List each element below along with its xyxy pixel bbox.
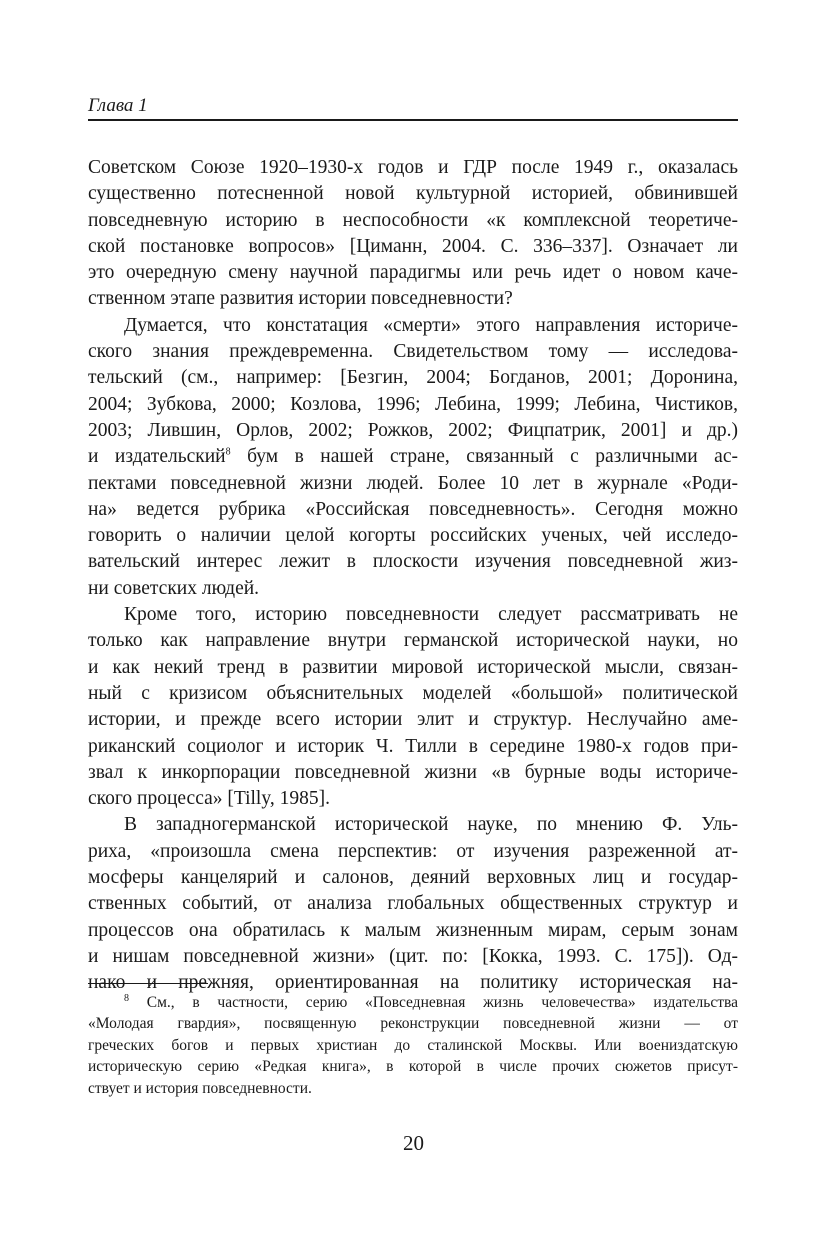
text-line: и как некий тренд в развитии мировой исторической мысли, связан- (88, 656, 738, 678)
footnote-line: ствует и история повседневности. (88, 1079, 312, 1097)
footnote-line: «Молодая гвардия», посвященную реконструкции повседневной жизни — от (88, 1015, 738, 1033)
body-text (88, 155, 738, 997)
text-line: ни советских людей. (88, 577, 260, 599)
text-line: ского знания преждевременна. Свидетельством тому — исследова- (88, 341, 738, 363)
text-line: пектами повседневной жизни людей. Более 10 лет в журнале «Роди- (88, 472, 738, 494)
footnote (88, 992, 738, 1099)
text-line: существенно потесненной новой культурной историей, обвинившей (88, 183, 738, 205)
text-line: звал к инкорпорации повседневной жизни «в бурные воды историче- (88, 761, 738, 783)
footnote-text: См., в частности, серию «Повседневная жизнь человечества» издательства (146, 994, 738, 1011)
text-line: ственных событий, от анализа глобальных общественных структур и (88, 893, 738, 915)
footnote-line (88, 992, 738, 1013)
text-line: истории, и прежде всего истории элит и структур. Неслучайно аме- (88, 709, 738, 731)
text-line: Советском Союзе 1920–1930-х годов и ГДР после 1949 г., оказалась (88, 157, 738, 178)
text-line: тельский (см., например: [Безгин, 2004; Богданов, 2001; Доронина, (88, 367, 738, 389)
text-line: Кроме того, историю повседневности следует рассматривать не (124, 604, 738, 626)
text-line: 2003; Лившин, Орлов, 2002; Рожков, 2002; Фицпатрик, 2001] и др.) (88, 419, 738, 441)
text-line: это очередную смену научной парадигмы или речь идет о новом каче- (88, 262, 738, 284)
text-line: В западногерманской исторической науке, по мнению Ф. Уль- (124, 814, 738, 836)
text-line: ный с кризисом объяснительных моделей «большой» политической (88, 682, 738, 704)
text-line: процессов она обратилась к малым жизненным мирам, серым зонам (88, 919, 738, 941)
text-fragment: бум в нашей стране, связанный с различными ас- (230, 446, 738, 468)
text-line: и нишам повседневной жизни» (цит. по: [Кокка, 1993. С. 175]). Од- (88, 945, 738, 967)
text-line: на» ведется рубрика «Российская повседневность». Сегодня можно (88, 498, 738, 520)
text-line: нако и прежняя, ориентированная на политику историческая на- (88, 972, 738, 994)
header-rule (88, 119, 738, 121)
running-header: Глава 1 (88, 95, 148, 116)
footnote-marker: 8 (124, 992, 129, 1004)
text-line: вательский интерес лежит в плоскости изучения повседневной жиз- (88, 551, 738, 573)
text-line: ского процесса» [Tilly, 1985]. (88, 788, 330, 810)
footnote-rule (88, 983, 208, 984)
text-line: мосферы канцелярий и салонов, деяний верховных лиц и государ- (88, 867, 738, 889)
text-line (88, 444, 738, 470)
page-number: 20 (403, 1131, 424, 1155)
text-line: ской постановке вопросов» [Циманн, 2004. С. 336–337]. Означает ли (88, 235, 738, 257)
text-line: только как направление внутри германской исторической науки, но (88, 630, 738, 652)
text-line: риканский социолог и историк Ч. Тилли в середине 1980-х годов при- (88, 735, 738, 757)
footnote-line: греческих богов и первых христиан до сталинской Москвы. Или воениздатскую (88, 1036, 738, 1054)
text-fragment: и издательский (88, 446, 226, 468)
footnote-line: историческую серию «Редкая книга», в которой в числе прочих сюжетов присут- (88, 1058, 738, 1076)
text-line: ственном этапе развития истории повседневности? (88, 288, 513, 310)
text-line: Думается, что констатация «смерти» этого направления историче- (124, 314, 738, 336)
text-line: 2004; Зубкова, 2000; Козлова, 1996; Лебина, 1999; Лебина, Чистиков, (88, 393, 738, 415)
text-line: повседневную историю в неспособности «к комплексной теоретиче- (88, 209, 738, 231)
footnote-reference[interactable]: 8 (225, 446, 231, 458)
text-line: риха, «произошла смена перспектив: от изучения разреженной ат- (88, 840, 738, 862)
text-line: говорить о наличии целой когорты российских ученых, чей исследо- (88, 525, 738, 547)
